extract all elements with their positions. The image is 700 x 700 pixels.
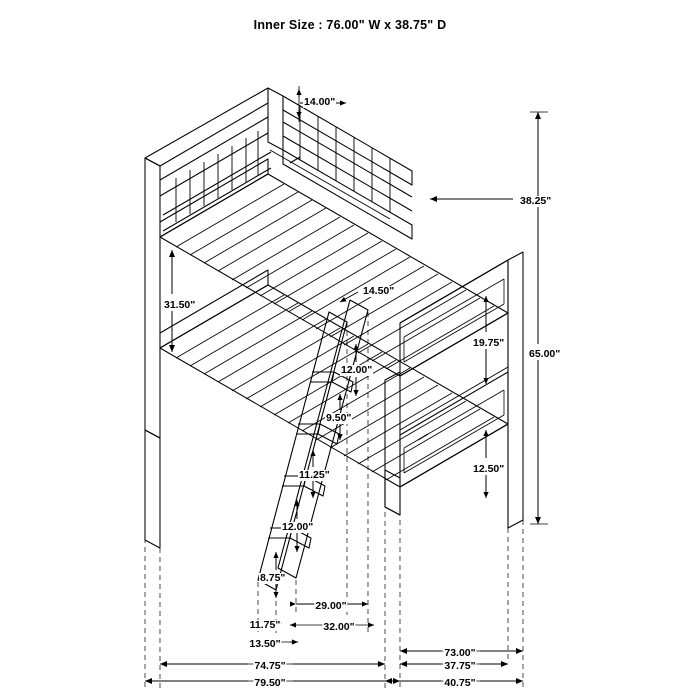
dimension-label-overall-height: 65.00" [529,348,561,360]
dimension-label-bed-depth-right: 37.75" [444,660,476,672]
dimension-label-ladder-projection: 32.00" [323,621,355,633]
page-title: Inner Size : 76.00" W x 38.75" D [253,18,447,32]
bed-frame-geometry [145,88,523,590]
dimension-label-side-rail-height: 19.75" [473,337,505,349]
dimension-label-ladder-step-spacing-2: 11.25" [299,469,330,481]
dimension-label-bed-length-left: 74.75" [254,660,286,672]
extension-lines [145,312,523,690]
dimension-label-bed-length-right: 73.00" [444,647,476,659]
dimension-label-ladder-bottom-step: 8.75" [260,572,286,584]
dimension-label-ladder-top-rail: 14.50" [363,285,395,297]
dimension-label-ladder-foot-width: 11.75" [249,619,281,631]
dimension-label-ladder-foot-base: 13.50" [249,638,281,650]
dimension-label-overall-depth: 40.75" [444,677,476,689]
dimension-label-lower-bunk-clearance: 31.50" [164,299,196,311]
dimension-label-ladder-step-spacing-1: 12.00" [341,364,373,376]
dimension-label-upper-bunk-clearance: 38.25" [520,195,552,207]
dimension-label-ladder-base-depth: 29.00" [315,600,347,612]
dimension-label-top-guard-rail-height: 14.00" [304,96,336,108]
dimension-label-ladder-step-spacing-3: 12.00" [282,521,314,533]
dimension-label-ladder-offset: 9.50" [326,412,352,424]
dimension-label-lower-rail-height: 12.50" [473,463,505,475]
dimension-label-overall-length: 79.50" [254,677,286,689]
